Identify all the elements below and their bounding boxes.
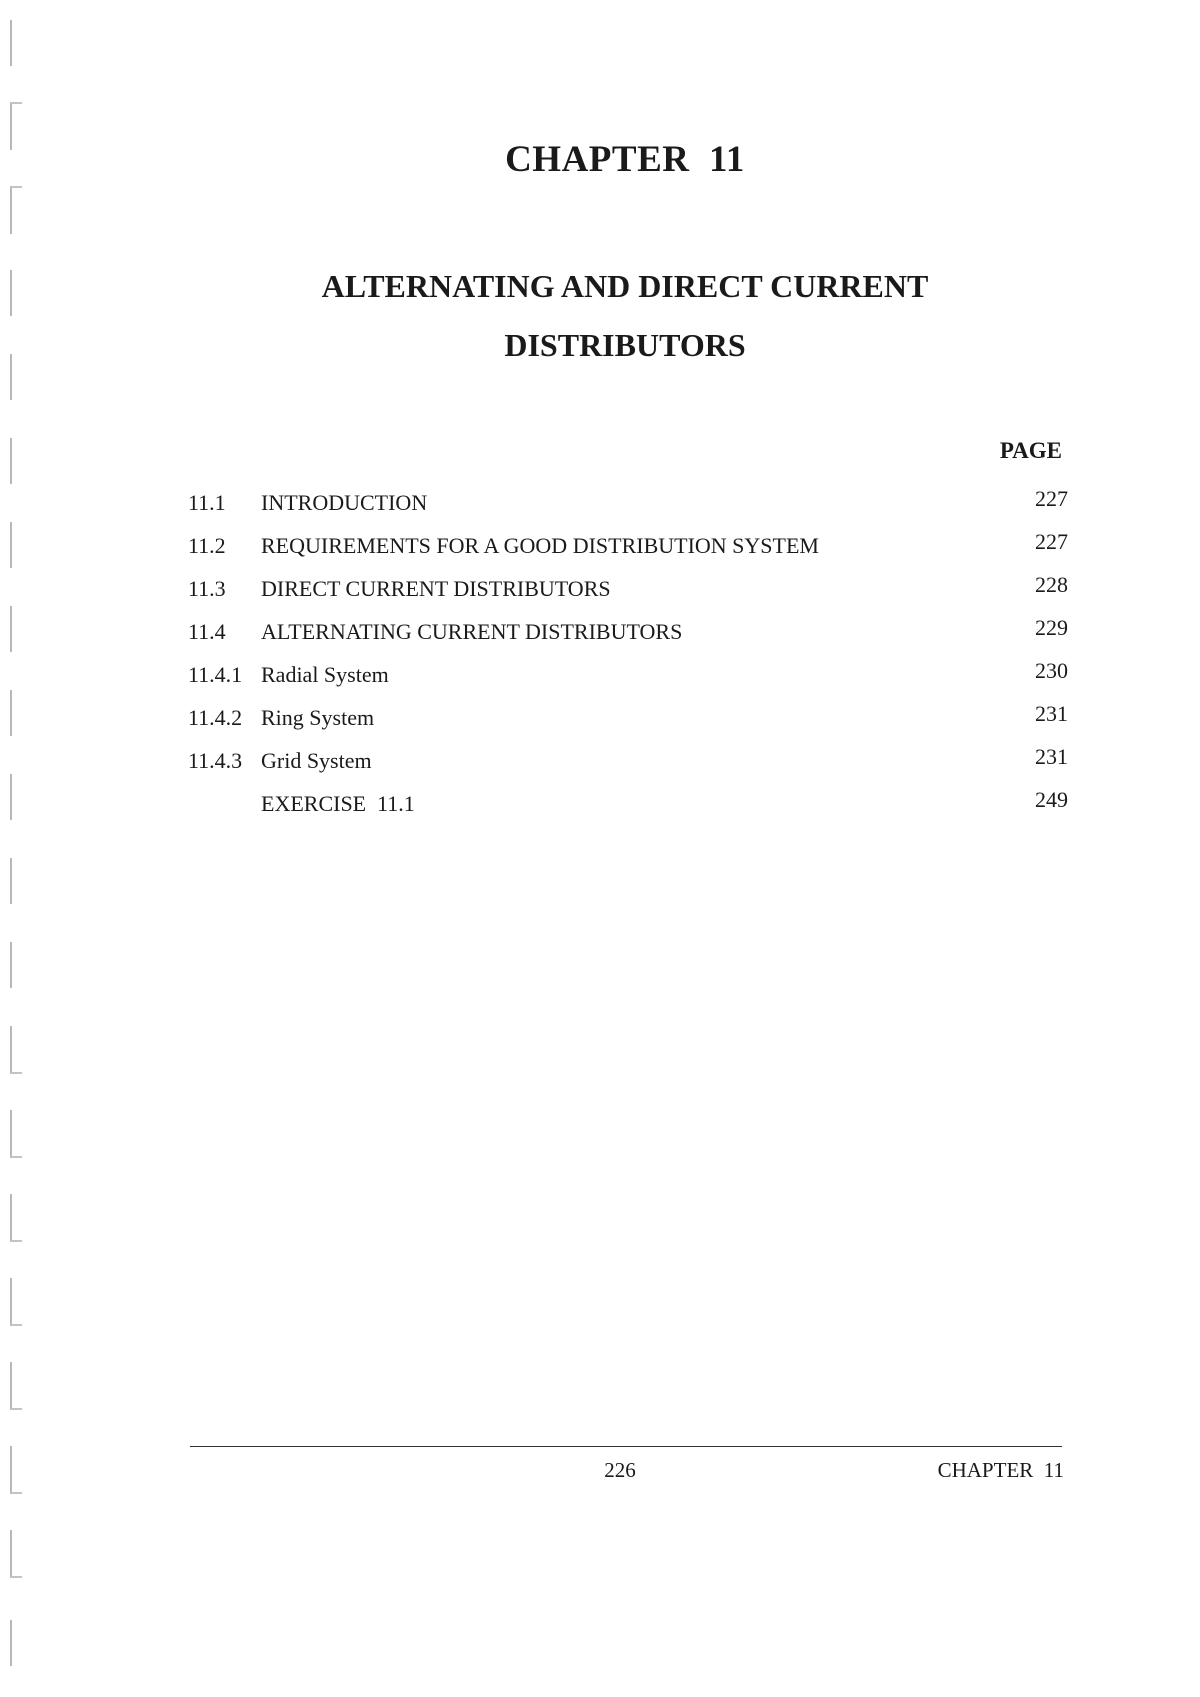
footer-divider [190, 1446, 1062, 1447]
toc-entry [188, 740, 1068, 783]
binding-mark [10, 20, 22, 66]
binding-mark [10, 1446, 22, 1494]
toc-entry [188, 525, 1068, 568]
toc-entry-page: 228 [1035, 572, 1068, 597]
binding-mark [10, 1620, 22, 1666]
toc-entry-title: ALTERNATING CURRENT DISTRIBUTORS [261, 619, 683, 644]
table-of-contents [188, 482, 1068, 826]
toc-entry-page: 227 [1035, 486, 1068, 511]
toc-entry-number: 11.4.2 [188, 705, 243, 730]
chapter-title-line-2: DISTRIBUTORS [504, 327, 746, 363]
toc-entry [188, 611, 1068, 654]
toc-entry-number: 11.4 [188, 619, 226, 644]
binding-mark [10, 942, 22, 988]
toc-entry-number: 11.2 [188, 533, 226, 558]
binding-mark [10, 774, 22, 820]
toc-entry-number: 11.4.3 [188, 748, 243, 773]
toc-entry [188, 654, 1068, 697]
toc-entry-page: 231 [1035, 744, 1068, 769]
toc-entry-title: INTRODUCTION [261, 490, 428, 515]
binding-mark [10, 1110, 22, 1158]
binding-mark [10, 1362, 22, 1410]
chapter-heading: CHAPTER 11 [505, 139, 745, 180]
toc-entry-page: 231 [1035, 701, 1068, 726]
chapter-title-line-1: ALTERNATING AND DIRECT CURRENT [321, 268, 929, 304]
binding-mark [10, 690, 22, 736]
footer-page-number: 226 [604, 1458, 636, 1482]
binding-mark [10, 858, 22, 904]
binding-mark [10, 522, 22, 568]
toc-entry-title: DIRECT CURRENT DISTRIBUTORS [261, 576, 611, 601]
toc-entry-title: Grid System [261, 748, 372, 773]
toc-entry-title: Radial System [261, 662, 389, 687]
binding-mark [10, 1026, 22, 1074]
toc-entry [188, 697, 1068, 740]
toc-entry-title: Ring System [261, 705, 375, 730]
toc-entry-number: 11.1 [188, 490, 226, 515]
footer-chapter-label: CHAPTER 11 [937, 1458, 1064, 1482]
toc-entry-page: 229 [1035, 615, 1068, 640]
binding-mark [10, 186, 22, 234]
page-column-label: PAGE [999, 438, 1062, 463]
binding-mark [10, 1530, 22, 1578]
toc-entry-page: 249 [1035, 787, 1068, 812]
toc-entry [188, 482, 1068, 525]
toc-entry-number: 11.3 [188, 576, 226, 601]
binding-mark [10, 1194, 22, 1242]
toc-entry-title: REQUIREMENTS FOR A GOOD DISTRIBUTION SYSTEM [261, 533, 819, 558]
toc-entry-page: 230 [1035, 658, 1068, 683]
toc-entry [188, 783, 1068, 826]
toc-entry-title: EXERCISE 11.1 [261, 791, 415, 816]
toc-entry [188, 568, 1068, 611]
binding-mark [10, 438, 22, 484]
toc-entry-page: 227 [1035, 529, 1068, 554]
binding-mark [10, 606, 22, 652]
binding-mark [10, 1278, 22, 1326]
toc-entry-number: 11.4.1 [188, 662, 243, 687]
